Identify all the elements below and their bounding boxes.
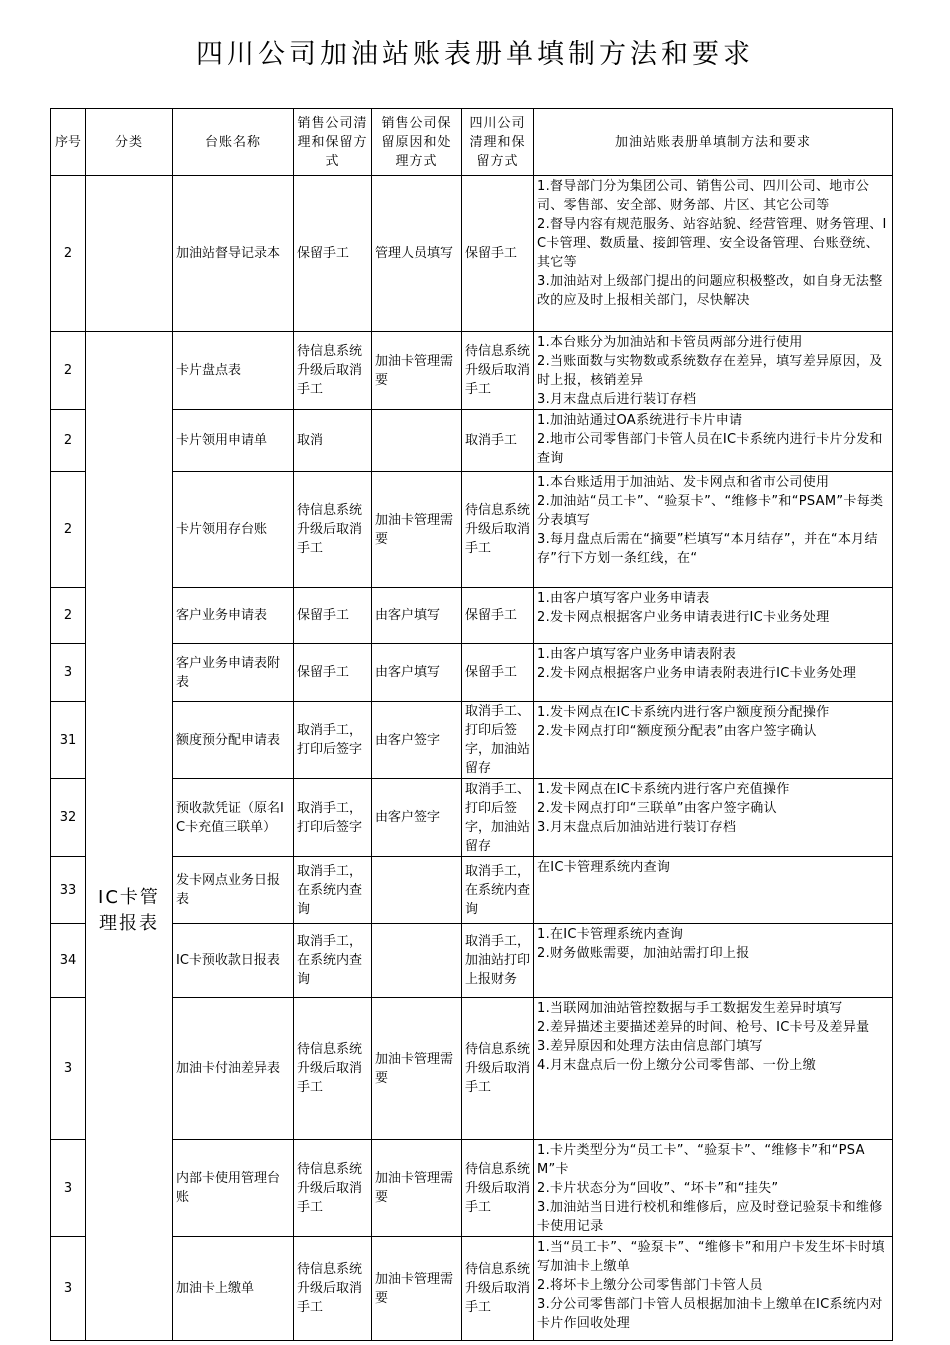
sichuan-clean-method: 取消手工、打印后签字，加油站留存 — [462, 702, 534, 779]
sales-clean-method: 待信息系统升级后取消手工 — [294, 1237, 372, 1341]
requirement-line: 1.本台账适用于加油站、发卡网点和省市公司使用 — [537, 475, 830, 490]
sichuan-clean-method: 取消手工、打印后签字，加油站留存 — [462, 779, 534, 857]
sales-clean-method: 取消 — [294, 410, 372, 472]
sichuan-clean-method: 待信息系统升级后取消手工 — [462, 1237, 534, 1341]
table-row — [51, 702, 893, 779]
sales-clean-method: 取消手工，打印后签字 — [294, 779, 372, 857]
requirement-line: 1.发卡网点在IC卡系统内进行客户额度预分配操作 — [537, 705, 830, 720]
sales-clean-method: 保留手工 — [294, 588, 372, 644]
requirement-line: 2.发卡网点根据客户业务申请表附表进行IC卡业务处理 — [537, 666, 857, 681]
requirement-line: 1.本台账分为加油站和卡管员两部分进行使用 — [537, 335, 803, 350]
requirement-line: 在IC卡管理系统内查询 — [537, 860, 671, 875]
sales-reason — [372, 410, 462, 472]
requirement-line: 1.加油站通过OA系统进行卡片申请 — [537, 413, 743, 428]
sales-reason — [372, 924, 462, 998]
sales-reason: 加油卡管理需要 — [372, 998, 462, 1140]
sales-reason: 加油卡管理需要 — [372, 1140, 462, 1237]
header-sales-reason: 销售公司保留原因和处理方式 — [372, 109, 462, 176]
sales-reason — [372, 857, 462, 924]
category-cell-empty — [86, 176, 173, 332]
requirements-cell — [534, 332, 893, 410]
sales-clean-method: 保留手工 — [294, 176, 372, 332]
requirement-line: 2.发卡网点打印“额度预分配表”由客户签字确认 — [537, 724, 817, 739]
requirements-cell — [534, 588, 893, 644]
header-requirements: 加油站账表册单填制方法和要求 — [534, 109, 893, 176]
row-seq: 2 — [51, 176, 86, 332]
requirements-cell — [534, 176, 893, 332]
row-seq: 31 — [51, 702, 86, 779]
requirement-line: 1.督导部门分为集团公司、销售公司、四川公司、地市公司、零售部、安全部、财务部、片区、其它公司等 — [537, 179, 870, 213]
requirement-line: 3.月末盘点后进行装订存档 — [537, 392, 697, 407]
sales-clean-method: 取消手工，在系统内查询 — [294, 924, 372, 998]
sales-reason: 由客户填写 — [372, 588, 462, 644]
sales-reason: 由客户填写 — [372, 644, 462, 702]
row-seq: 3 — [51, 1237, 86, 1341]
sichuan-clean-method: 待信息系统升级后取消手工 — [462, 998, 534, 1140]
requirement-line: 2.发卡网点根据客户业务申请表进行IC卡业务处理 — [537, 610, 830, 625]
sichuan-clean-method: 待信息系统升级后取消手工 — [462, 332, 534, 410]
requirement-line: 2.发卡网点打印“三联单”由客户签字确认 — [537, 801, 777, 816]
row-seq: 2 — [51, 588, 86, 644]
requirements-cell — [534, 857, 893, 924]
ledger-name: 加油卡上缴单 — [173, 1237, 294, 1341]
sales-reason: 由客户签字 — [372, 779, 462, 857]
header-seq: 序号 — [51, 109, 86, 176]
requirement-line: 2.卡片状态分为“回收”、“坏卡”和“挂失” — [537, 1181, 779, 1196]
requirement-line: 2.地市公司零售部门卡管人员在IC卡系统内进行卡片分发和查询 — [537, 432, 883, 466]
category-ic-card: IC卡管理报表 — [86, 332, 173, 1341]
sichuan-clean-method: 取消手工 — [462, 410, 534, 472]
ledger-table — [50, 108, 893, 1341]
row-seq: 3 — [51, 644, 86, 702]
table-row — [51, 998, 893, 1140]
requirement-line: 1.卡片类型分为“员工卡”、“验泵卡”、“维修卡”和“PSAM”卡 — [537, 1143, 865, 1177]
sichuan-clean-method: 待信息系统升级后取消手工 — [462, 472, 534, 588]
requirement-line: 1.发卡网点在IC卡系统内进行客户充值操作 — [537, 782, 790, 797]
header-row — [51, 109, 893, 176]
requirement-line: 3.每月盘点后需在“摘要”栏填写“本月结存”，并在“本月结存”行下方划一条红线，在“ — [537, 532, 878, 566]
requirement-line: 2.加油站“员工卡”、“验泵卡”、“维修卡”和“PSAM”卡每类分表填写 — [537, 494, 884, 528]
sales-clean-method: 取消手工，在系统内查询 — [294, 857, 372, 924]
requirement-line: 1.由客户填写客户业务申请表附表 — [537, 647, 737, 662]
ledger-name: 加油站督导记录本 — [173, 176, 294, 332]
requirement-line: 1.当联网加油站管控数据与手工数据发生差异时填写 — [537, 1001, 843, 1016]
row-seq: 34 — [51, 924, 86, 998]
requirements-cell — [534, 410, 893, 472]
table-row — [51, 644, 893, 702]
sichuan-clean-method: 保留手工 — [462, 588, 534, 644]
header-ledger-name: 台账名称 — [173, 109, 294, 176]
row-seq: 2 — [51, 472, 86, 588]
requirements-cell — [534, 644, 893, 702]
row-seq: 3 — [51, 998, 86, 1140]
sales-reason: 加油卡管理需要 — [372, 472, 462, 588]
requirements-cell — [534, 924, 893, 998]
requirement-line: 1.在IC卡管理系统内查询 — [537, 927, 684, 942]
header-sales-clean: 销售公司清理和保留方式 — [294, 109, 372, 176]
requirement-line: 2.督导内容有规范服务、站容站貌、经营管理、财务管理、IC卡管理、数质量、接卸管理、安全设备管理、台账登统、其它等 — [537, 217, 887, 270]
row-seq: 3 — [51, 1140, 86, 1237]
requirement-line: 1.由客户填写客户业务申请表 — [537, 591, 710, 606]
header-category: 分类 — [86, 109, 173, 176]
requirement-line: 3.加油站当日进行校机和维修后，应及时登记验泵卡和维修卡使用记录 — [537, 1200, 883, 1234]
page-title: 四川公司加油站账表册单填制方法和要求 — [196, 39, 754, 70]
ledger-name: 额度预分配申请表 — [173, 702, 294, 779]
table-row — [51, 924, 893, 998]
row-seq: 32 — [51, 779, 86, 857]
requirements-cell — [534, 472, 893, 588]
table-row — [51, 472, 893, 588]
sales-clean-method: 保留手工 — [294, 644, 372, 702]
requirements-cell — [534, 1237, 893, 1341]
sichuan-clean-method: 保留手工 — [462, 176, 534, 332]
ledger-name: 内部卡使用管理台账 — [173, 1140, 294, 1237]
header-sichuan-clean: 四川公司清理和保留方式 — [462, 109, 534, 176]
requirement-line: 2.将坏卡上缴分公司零售部门卡管人员 — [537, 1278, 763, 1293]
ledger-name: 卡片领用申请单 — [173, 410, 294, 472]
table-row — [51, 1140, 893, 1237]
requirement-line: 4.月末盘点后一份上缴分公司零售部、一份上缴 — [537, 1058, 817, 1073]
requirement-line: 3.月末盘点后加油站进行装订存档 — [537, 820, 737, 835]
sales-clean-method: 待信息系统升级后取消手工 — [294, 998, 372, 1140]
requirement-line: 3.分公司零售部门卡管人员根据加油卡上缴单在IC系统内对卡片作回收处理 — [537, 1297, 883, 1331]
requirement-line: 2.财务做账需要，加油站需打印上报 — [537, 946, 750, 961]
requirement-line: 3.加油站对上级部门提出的问题应积极整改，如自身无法整改的应及时上报相关部门，尽快解决 — [537, 274, 883, 308]
requirement-line: 2.差异描述主要描述差异的时间、枪号、IC卡号及差异量 — [537, 1020, 870, 1035]
table-row — [51, 588, 893, 644]
table-row — [51, 1237, 893, 1341]
ledger-name: IC卡预收款日报表 — [173, 924, 294, 998]
row-seq: 33 — [51, 857, 86, 924]
table-row — [51, 332, 893, 410]
requirements-cell — [534, 779, 893, 857]
sichuan-clean-method: 取消手工，在系统内查询 — [462, 857, 534, 924]
ledger-name: 客户业务申请表附表 — [173, 644, 294, 702]
row-seq: 2 — [51, 332, 86, 410]
row-seq: 2 — [51, 410, 86, 472]
ledger-name: 卡片领用存台账 — [173, 472, 294, 588]
ledger-name: 预收款凭证（原名IC卡充值三联单） — [173, 779, 294, 857]
requirements-cell — [534, 1140, 893, 1237]
requirement-line: 1.当“员工卡”、“验泵卡”、“维修卡”和用户卡发生坏卡时填写加油卡上缴单 — [537, 1240, 885, 1274]
table-row — [51, 857, 893, 924]
sales-reason: 加油卡管理需要 — [372, 332, 462, 410]
table-row — [51, 410, 893, 472]
sales-reason: 由客户签字 — [372, 702, 462, 779]
table-row — [51, 779, 893, 857]
requirements-cell — [534, 702, 893, 779]
sales-clean-method: 取消手工，打印后签字 — [294, 702, 372, 779]
ledger-name: 加油卡付油差异表 — [173, 998, 294, 1140]
sichuan-clean-method: 保留手工 — [462, 644, 534, 702]
ledger-name: 发卡网点业务日报表 — [173, 857, 294, 924]
sichuan-clean-method: 待信息系统升级后取消手工 — [462, 1140, 534, 1237]
sichuan-clean-method: 取消手工，加油站打印上报财务 — [462, 924, 534, 998]
requirement-line: 3.差异原因和处理方法由信息部门填写 — [537, 1039, 763, 1054]
sales-reason: 加油卡管理需要 — [372, 1237, 462, 1341]
ledger-name: 卡片盘点表 — [173, 332, 294, 410]
sales-clean-method: 待信息系统升级后取消手工 — [294, 1140, 372, 1237]
sales-clean-method: 待信息系统升级后取消手工 — [294, 332, 372, 410]
sales-clean-method: 待信息系统升级后取消手工 — [294, 472, 372, 588]
table-row — [51, 176, 893, 332]
requirements-cell — [534, 998, 893, 1140]
ledger-name: 客户业务申请表 — [173, 588, 294, 644]
requirement-line: 2.当账面数与实物数或系统数存在差异，填写差异原因，及时上报，核销差异 — [537, 354, 883, 388]
sales-reason: 管理人员填写 — [372, 176, 462, 332]
